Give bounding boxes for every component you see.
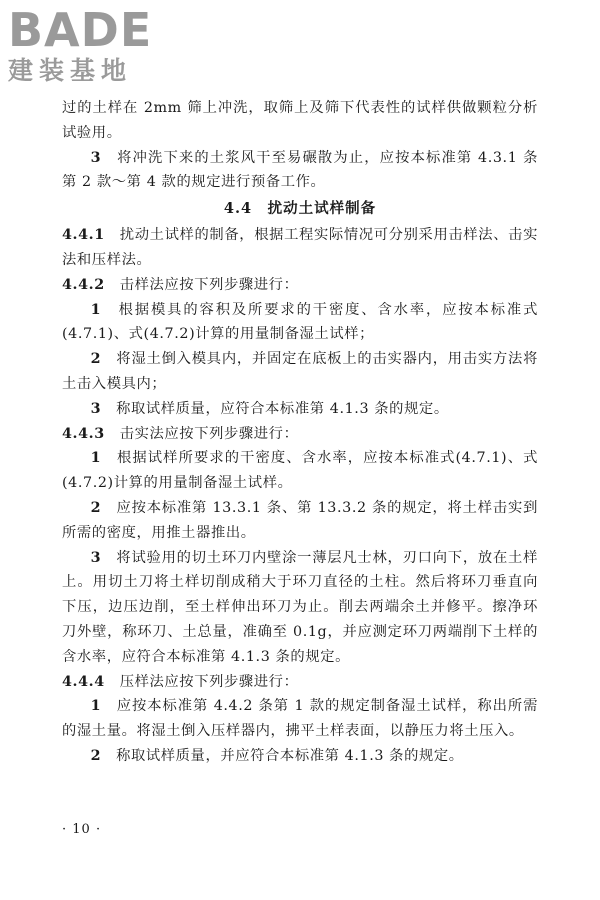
item-3-paragraph: [62, 146, 538, 196]
item-number: 2: [90, 351, 102, 368]
item-number: 3: [90, 149, 102, 166]
clause-4-4-2: [62, 273, 538, 298]
logo-subtitle: 建装基地: [8, 56, 133, 85]
clause-4-4-4: [62, 670, 538, 695]
page-number: · 10 ·: [62, 822, 102, 837]
item-number: 2: [90, 499, 102, 516]
item-text: 将冲洗下来的土浆风干至易碾散为止，应按本标准第 4.3.1 条第 2 款～第 4 款的规定进行预备工作。: [62, 149, 538, 191]
item-number: 1: [90, 698, 102, 715]
item-number: 1: [90, 450, 102, 467]
clause-4-4-4-item-2: [62, 744, 538, 769]
clause-number: 4.4.2: [62, 276, 105, 293]
item-number: 3: [90, 549, 102, 566]
clause-4-4-4-item-1: [62, 694, 538, 744]
item-text: 将湿土倒入模具内，并固定在底板上的击实器内，用击实方法将土击入模具内；: [62, 351, 538, 392]
item-text: 称取试样质量，应符合本标准第 4.1.3 条的规定。: [116, 400, 449, 417]
section-title: 4.4 扰动土试样制备: [223, 200, 377, 218]
clause-4-4-2-item-2: [62, 347, 538, 397]
clause-number: 4.4.1: [62, 227, 105, 244]
clause-4-4-3-item-1: [62, 446, 538, 496]
clause-4-4-3-item-2: [62, 496, 538, 546]
item-text: 根据模具的容积及所要求的干密度、含水率，应按本标准式(4.7.1)、式(4.7.2)计算的用量制备湿土试样；: [62, 301, 538, 343]
clause-4-4-3-item-3: [62, 546, 538, 670]
clause-4-4-2-item-3: [62, 397, 538, 422]
item-text: 根据试样所要求的干密度、含水率，应按本标准式(4.7.1)、式(4.7.2)计算的用量制备湿土试样。: [62, 450, 538, 492]
item-text: 应按本标准第 13.3.1 条、第 13.3.2 条的规定，将土样击实到所需的密度，用推土器推出。: [62, 499, 538, 541]
clause-text: 击样法应按下列步骤进行：: [119, 276, 299, 293]
item-number: 2: [90, 747, 102, 764]
item-number: 1: [90, 301, 102, 318]
clause-4-4-2-item-1: [62, 298, 538, 348]
item-text: 称取试样质量，并应符合本标准第 4.1.3 条的规定。: [116, 747, 464, 764]
logo-brand: BADE: [8, 3, 153, 57]
item-text: 将试验用的切土环刀内壁涂一薄层凡士林，刃口向下，放在土样上。用切土刀将土样切削成稍大于环刀直径的土柱。然后将环刀垂直向下压，边压边削，至土样伸出环刀为止。削去两端余土并修平。擦净环刀外壁，称环刀、土总量，准确至 0.1g，并应测定环刀两端削下土样的含水率，应符合本标准第 4.1.3 条的规定。: [62, 549, 538, 665]
bade-logo: [8, 3, 178, 88]
clause-number: 4.4.3: [62, 425, 105, 442]
item-text: 应按本标准第 4.4.2 条第 1 款的规定制备湿土试样，称出所需的湿土量。将湿土倒入压样器内，拂平土样表面，以静压力将土压入。: [62, 698, 538, 740]
clause-number: 4.4.4: [62, 673, 105, 690]
clause-text: 击实法应按下列步骤进行：: [119, 425, 299, 442]
clause-text: 扰动土试样的制备，根据工程实际情况可分别采用击样法、击实法和压样法。: [62, 227, 538, 268]
item-number: 3: [90, 400, 102, 417]
clause-4-4-1: [62, 223, 538, 273]
document-body: [62, 96, 538, 769]
paragraph-continued: 过的土样在 2mm 筛上冲洗，取筛上及筛下代表性的试样供做颗粒分析试验用。: [62, 100, 538, 141]
clause-4-4-3: [62, 422, 538, 447]
clause-text: 压样法应按下列步骤进行：: [119, 673, 299, 690]
